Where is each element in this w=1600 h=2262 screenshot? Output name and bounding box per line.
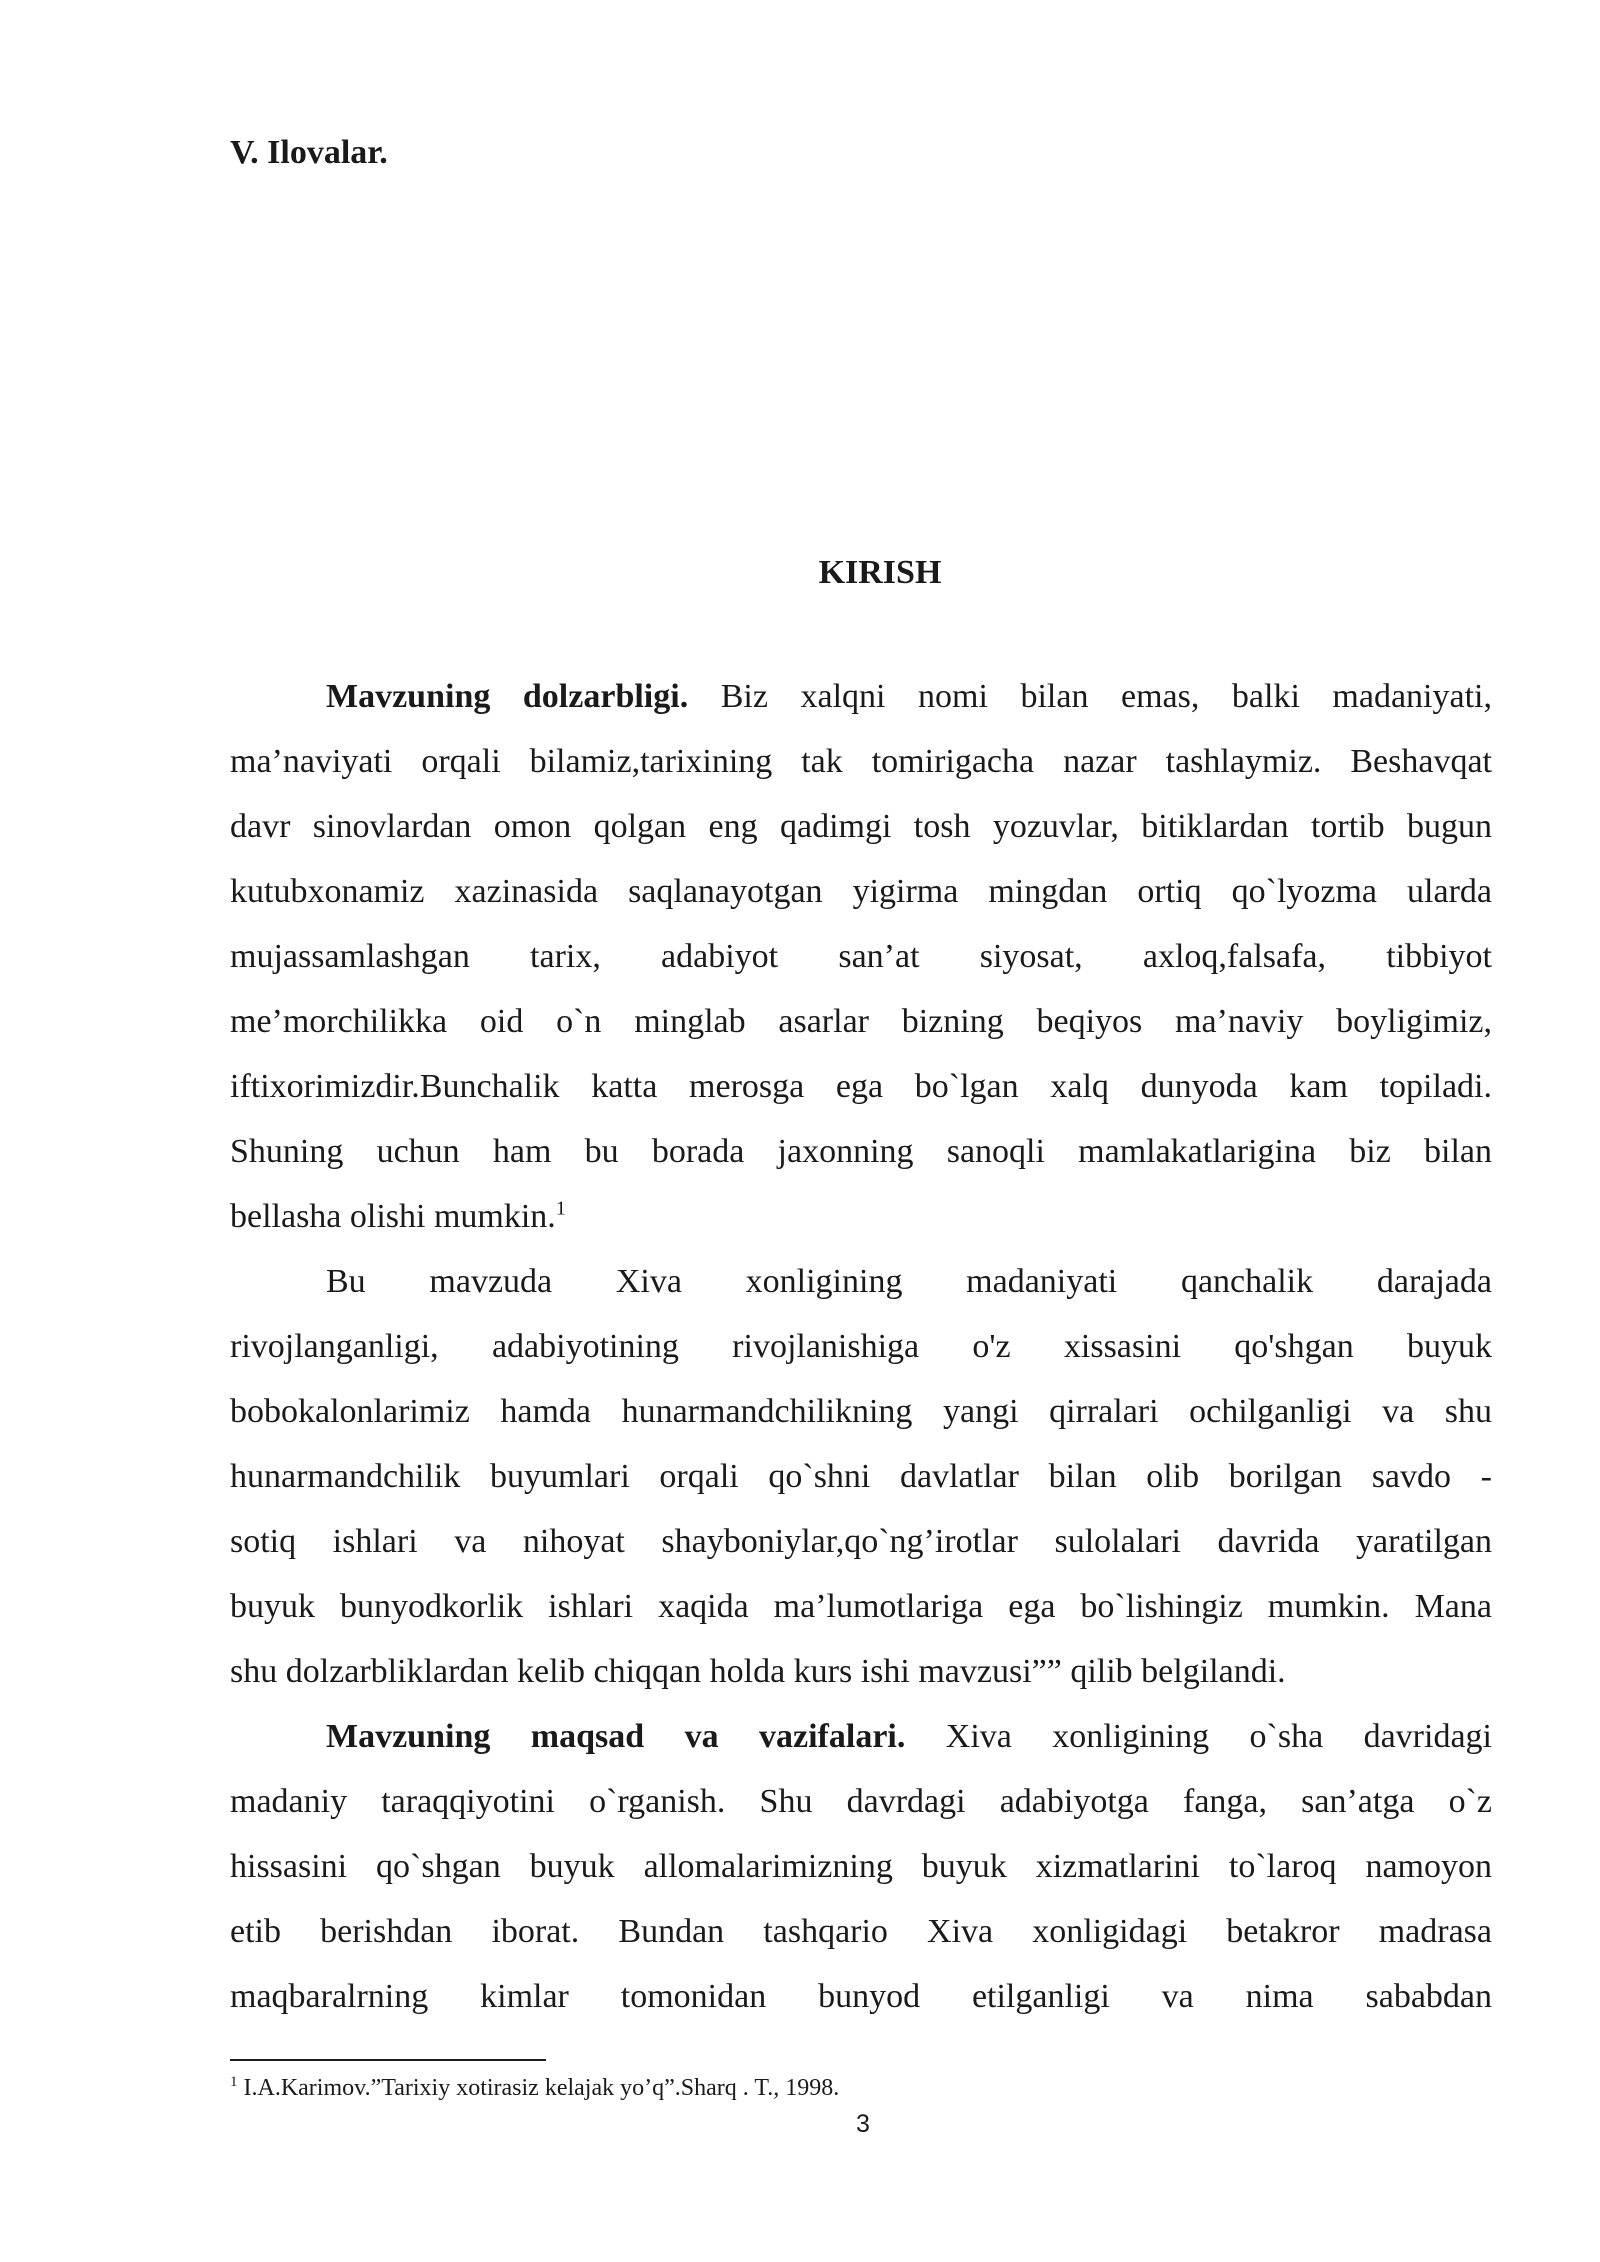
text-line — [230, 1714, 1492, 1760]
footnote-separator — [230, 2059, 546, 2061]
footnote-text: I.A.Karimov.”Tarixiy xotirasiz kelajak yo’q”.Sharq . T., 1998. — [237, 2075, 840, 2101]
paragraph-lead: Mavzuning maqsad va vazifalari. — [326, 1718, 906, 1755]
text-line: me’morchilikka oid o`n minglab asarlar bizning beqiyos ma’naviy boyligimiz, — [230, 1003, 1492, 1040]
text-line: rivojlanganligi, adabiyotining rivojlanishiga o'z xissasini qo'shgan buyuk — [230, 1328, 1492, 1365]
text-line: etib berishdan iborat. Bundan tashqario Xiva xonligidagi betakror madrasa — [230, 1913, 1492, 1950]
chapter-title: KIRISH — [818, 554, 942, 591]
text-line: hunarmandchilik buyumlari orqali qo`shni davlatlar bilan olib borilgan savdo - — [230, 1458, 1492, 1495]
text-line: shu dolzarbliklardan kelib chiqqan holda kurs ishi mavzusi”” qilib belgilandi. — [230, 1653, 1286, 1690]
text-line: kutubxonamiz xazinasida saqlanayotgan yigirma mingdan ortiq qo`lyozma ularda — [230, 873, 1492, 910]
text-line: sotiq ishlari va nihoyat shayboniylar,qo`ng’irotlar sulolalari davrida yaratilgan — [230, 1523, 1492, 1560]
text-line: Shuning uchun ham bu borada jaxonning sanoqli mamlakatlarigina biz bilan — [230, 1133, 1492, 1170]
text-span: Biz xalqni nomi bilan emas, balki madaniyati, — [688, 678, 1492, 715]
text-span: bellasha olishi mumkin. — [230, 1198, 556, 1235]
footnote-reference[interactable]: 1 — [555, 1197, 566, 1220]
footnote-marker: 1 — [230, 2074, 238, 2090]
text-line: mujassamlashgan tarix, adabiyot san’at siyosat, axloq,falsafa, tibbiyot — [230, 938, 1492, 975]
section-heading: V. Ilovalar. — [230, 134, 388, 171]
text-line: iftixorimizdir.Bunchalik katta merosga ega bo`lgan xalq dunyoda kam topiladi. — [230, 1068, 1492, 1105]
text-line: madaniy taraqqiyotini o`rganish. Shu davrdagi adabiyotga fanga, san’atga o`z — [230, 1783, 1492, 1820]
page-number: 3 — [856, 2110, 870, 2138]
text-span: Xiva xonligining o`sha davridagi — [905, 1718, 1492, 1755]
text-line: hissasini qo`shgan buyuk allomalarimizning buyuk xizmatlarini to`laroq namoyon — [230, 1848, 1492, 1885]
text-line — [230, 674, 1492, 720]
text-line: maqbaralrning kimlar tomonidan bunyod etilganligi va nima sababdan — [230, 1978, 1492, 2015]
text-line: ma’naviyati orqali bilamiz,tarixining tak tomirigacha nazar tashlaymiz. Beshavqat — [230, 743, 1492, 780]
text-line — [230, 1194, 1492, 1240]
text-line: buyuk bunyodkorlik ishlari xaqida ma’lumotlariga ega bo`lishingiz mumkin. Mana — [230, 1588, 1492, 1625]
footnote — [230, 2072, 839, 2104]
text-line: davr sinovlardan omon qolgan eng qadimgi tosh yozuvlar, bitiklardan tortib bugun — [230, 808, 1492, 845]
text-line: bobokalonlarimiz hamda hunarmandchilikning yangi qirralari ochilganligi va shu — [230, 1393, 1492, 1430]
paragraph-lead: Mavzuning dolzarbligi. — [326, 678, 689, 715]
text-line: Bu mavzuda Xiva xonligining madaniyati qanchalik darajada — [326, 1263, 1492, 1300]
